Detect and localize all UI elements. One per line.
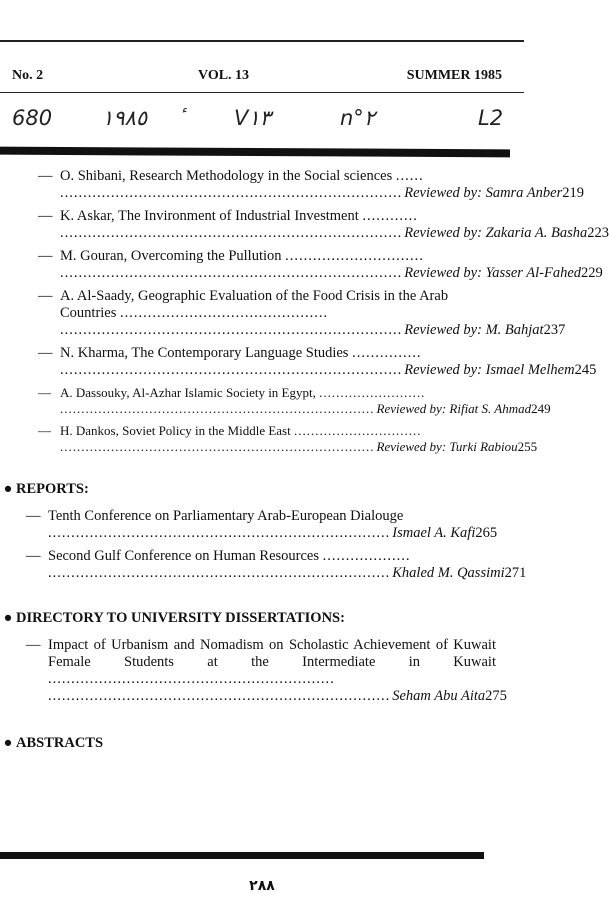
report-entry: — Second Gulf Conference on Human Resources ................... .......................................................................... Khaled M. Qassimi 271 [26,548,527,581]
heavy-rule-bottom [0,852,484,859]
section-heading-dissertations [0,610,524,627]
table-of-contents [0,168,609,762]
handwritten-note: 680 [12,106,53,130]
bullet-icon: ● [3,481,13,497]
review-entry: — O. Shibani, Research Methodology in the Social sciences ...... .......................................................................... Reviewed by: Samra Anber 219 [38,168,584,201]
page-footer-number: ٢٨٨ [249,878,275,894]
review-title: N. Kharma, The Contemporary Language Studies [60,345,349,361]
reviewer: Reviewed by: Samra Anber [404,185,563,201]
section-title: DIRECTORY TO UNIVERSITY DISSERTATIONS: [16,610,345,626]
review-entry: — K. Askar, The Invironment of Industrial Investment ............ .......................................................................... Reviewed by: Zakaria A. Basha 223 [38,208,609,241]
review-entry: — H. Dankos, Soviet Policy in the Middle East .............................. .......................................................................... Reviewed by: Turki Rabiou 255 [38,423,538,454]
page-number: 249 [531,401,551,416]
reviewer: Reviewed by: Yasser Al-Fahed [404,265,582,281]
issue-season: SUMMER 1985 [406,68,502,83]
report-author: Ismael A. Kafi [392,525,476,541]
page-number: 265 [475,525,498,541]
bullet-icon: ● [3,735,13,751]
volume-number: VOL. 13 [198,68,250,83]
review-title: A. Al-Saady, Geographic Evaluation of the Food Crisis in the Arab Countries [60,288,449,321]
handwritten-note: n°٢ [340,106,376,130]
section-title: ABSTRACTS [16,735,104,751]
review-entry: — A. Dassouky, Al-Azhar Islamic Society in Egypt, ......................... .......................................................................... Reviewed by: Rifiat S. Ahmad 249 [38,385,551,416]
report-title: Second Gulf Conference on Human Resources [48,548,319,564]
report-title: Tenth Conference on Parliamentary Arab-European Dialouge [48,508,404,524]
reviewer: Reviewed by: M. Bahjat [404,322,544,338]
page-number: 275 [485,688,507,704]
page-number: 219 [562,185,584,201]
review-entry: — A. Al-Saady, Geographic Evaluation of the Food Crisis in the Arab Countries ............................................. .......................................................................... Reviewed by: M. Bahjat 237 [38,288,566,338]
heavy-rule-top [0,147,510,158]
reviewer: Reviewed by: Ismael Melhem [404,362,575,378]
section-heading-reports [0,481,524,498]
handwritten-note: ١٩٨٥ [102,106,148,130]
page-number: 271 [504,565,527,581]
section-heading-abstracts [0,735,524,752]
bullet-icon: ● [3,610,13,626]
section-title: REPORTS: [16,481,89,497]
review-title: H. Dankos, Soviet Policy in the Middle East [60,423,291,438]
report-entry: — Tenth Conference on Parliamentary Arab-European Dialouge .......................................................................... Ismael A. Kafi 265 [26,508,498,541]
page-number: 229 [581,265,603,281]
review-entry: — M. Gouran, Overcoming the Pullution .............................. .......................................................................... Reviewed by: Yasser Al-Fahed 229 [38,248,603,281]
review-title: A. Dassouky, Al-Azhar Islamic Society in Egypt, [60,385,316,400]
header-rule [0,92,524,93]
handwritten-note: L2 [478,106,504,130]
page-number: 237 [543,322,566,338]
dissertation-title: Impact of Urbanism and Nomadism on Scholastic Achievement of Kuwait Female Students at the Intermediate in Kuwait [48,637,496,670]
dissertation-author: Seham Abu Aita [392,688,486,704]
reviewer: Reviewed by: Zakaria A. Basha [404,225,588,241]
dissertation-entry: — Impact of Urbanism and Nomadism on Scholastic Achievement of Kuwait Female Students at the Intermediate in Kuwait .............................................................. .......................................................................... Seham Abu Aita 275 [26,637,507,704]
top-rule [0,40,524,42]
page-number: 223 [587,225,609,241]
review-title: M. Gouran, Overcoming the Pullution [60,248,282,264]
review-entry: — N. Kharma, The Contemporary Language Studies ............... .......................................................................... Reviewed by: Ismael Melhem 245 [38,345,597,378]
page-number: 255 [517,439,538,454]
review-title: O. Shibani, Research Methodology in the Social sciences [60,168,393,184]
page-number: 245 [574,362,597,378]
issue-number: No. 2 [12,68,44,83]
review-title: K. Askar, The Invironment of Industrial Investment [60,208,359,224]
handwritten-note: V١٣ [234,106,271,130]
report-author: Khaled M. Qassimi [392,565,505,581]
reviewer: Reviewed by: Turki Rabiou [376,439,518,454]
reviewer: Reviewed by: Rifiat S. Ahmad [376,401,532,416]
